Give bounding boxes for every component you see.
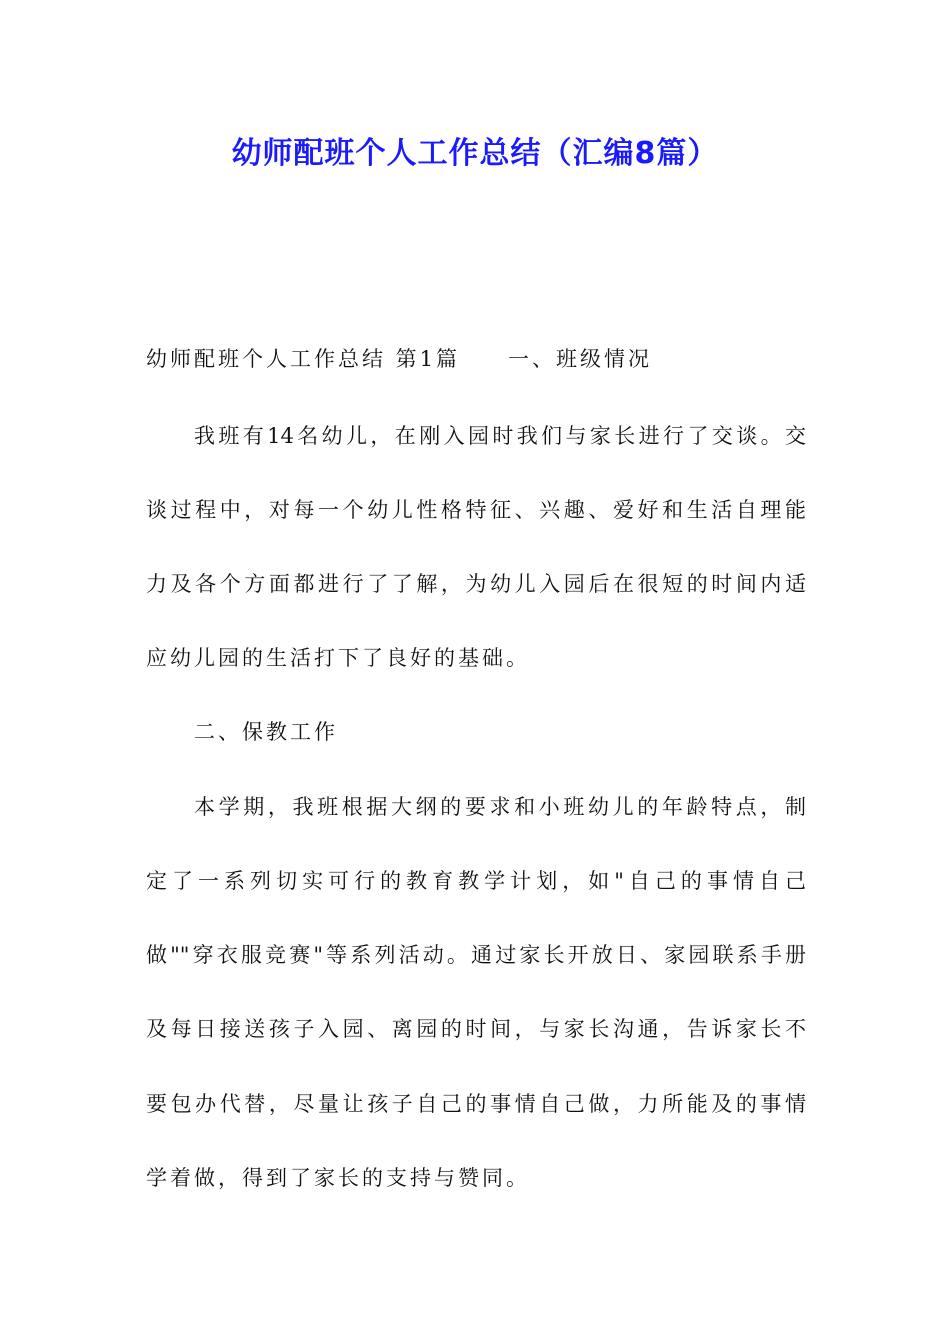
paragraph-line: 力及各个方面都进行了了解，为幼儿入园后在很短的时间内适	[146, 572, 806, 596]
paragraph-line: 本学期，我班根据大纲的要求和小班幼儿的年龄特点，制	[194, 795, 806, 819]
document-title: 幼师配班个人工作总结（汇编8篇）	[231, 136, 719, 171]
paragraph-line: 及每日接送孩子入园、离园的时间，与家长沟通，告诉家长不	[146, 1017, 806, 1041]
paragraph-line: 学着做，得到了家长的支持与赞同。	[146, 1166, 530, 1190]
paragraph-line: 定了一系列切实可行的教育教学计划，如"自己的事情自己	[146, 869, 806, 893]
paragraph-line: 我班有14名幼儿，在刚入园时我们与家长进行了交谈。交	[194, 424, 806, 448]
paragraph-line: 做""穿衣服竞赛"等系列活动。通过家长开放日、家园联系手册	[146, 943, 806, 967]
paragraph-line: 要包办代替，尽量让孩子自己的事情自己做，力所能及的事情	[146, 1092, 806, 1116]
paragraph-line: 应幼儿园的生活打下了良好的基础。	[146, 646, 530, 670]
section-heading: 二、保教工作	[194, 720, 338, 744]
section-heading-line: 幼师配班个人工作总结 第1篇 一、班级情况	[146, 347, 653, 371]
paragraph-line: 谈过程中，对每一个幼儿性格特征、兴趣、爱好和生活自理能	[146, 498, 806, 522]
